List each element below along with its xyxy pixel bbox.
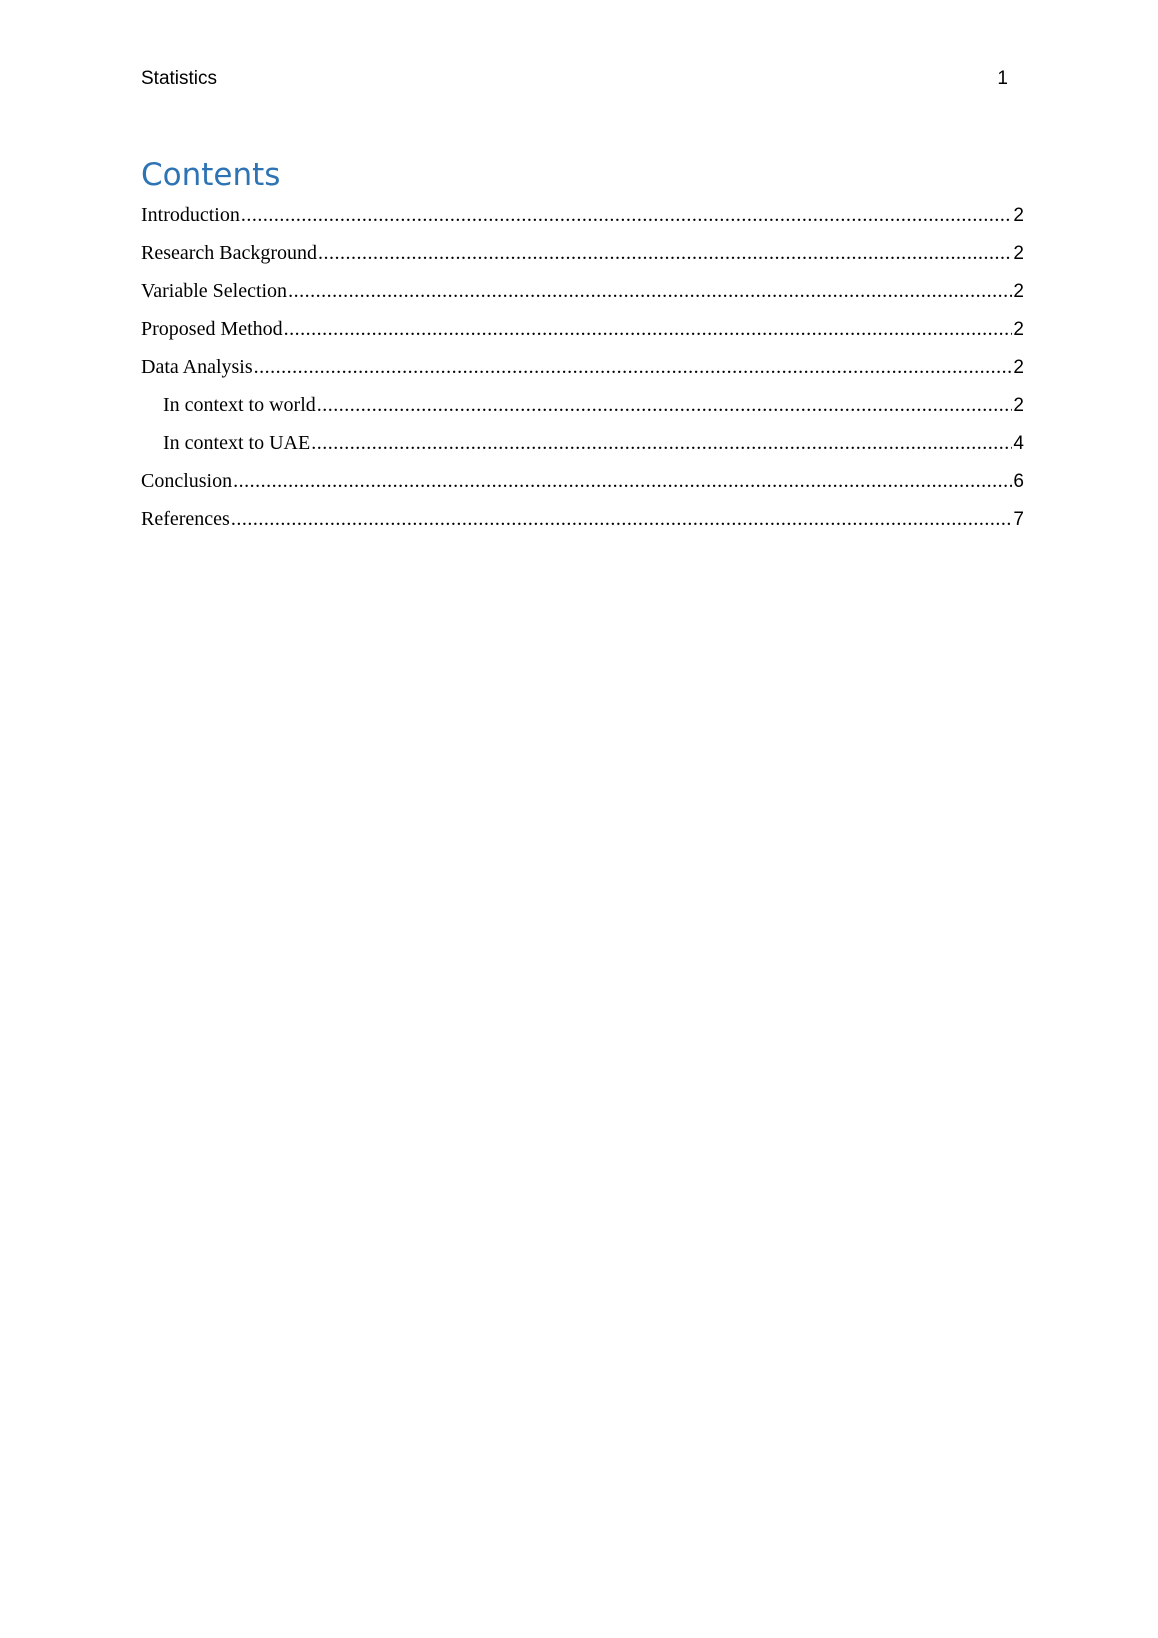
- toc-entry-text: In context to UAE: [163, 432, 311, 454]
- toc-entry-page: 2: [1013, 357, 1024, 378]
- toc-entry-proposed-method[interactable]: [141, 318, 1024, 356]
- toc-entry-page: 2: [1013, 319, 1024, 340]
- toc-entry-variable-selection[interactable]: [141, 280, 1024, 318]
- toc-entry-conclusion[interactable]: [141, 470, 1024, 508]
- toc-dot-leader: [288, 280, 1012, 303]
- toc-entry-text: Introduction: [141, 204, 240, 226]
- toc-dot-leader: [254, 356, 1013, 379]
- toc-dot-leader: [317, 394, 1013, 417]
- toc-heading: Contents: [141, 157, 281, 193]
- toc-entry-page: 6: [1013, 471, 1024, 492]
- toc-entry-text: Proposed Method: [141, 318, 283, 340]
- toc-entry-in-context-to-uae[interactable]: [141, 432, 1024, 470]
- toc-entry-text: Conclusion: [141, 470, 233, 492]
- toc-entry-text: References: [141, 508, 230, 530]
- toc-entry-text: Research Background: [141, 242, 318, 264]
- toc-entry-page: 2: [1013, 395, 1024, 416]
- toc-entry-text: In context to world: [163, 394, 316, 416]
- toc-entry-page: 7: [1013, 509, 1024, 530]
- toc-dot-leader: [318, 242, 1012, 265]
- toc-entry-in-context-to-world[interactable]: [141, 394, 1024, 432]
- toc-dot-leader: [311, 432, 1012, 455]
- toc-entry-introduction[interactable]: [141, 204, 1024, 242]
- toc-entry-text: Variable Selection: [141, 280, 288, 302]
- toc-entry-text: Data Analysis: [141, 356, 253, 378]
- toc-dot-leader: [284, 318, 1013, 341]
- toc-entry-references[interactable]: [141, 508, 1024, 546]
- toc-entry-page: 2: [1013, 205, 1024, 226]
- toc-dot-leader: [233, 470, 1012, 493]
- toc-entry-page: 4: [1013, 433, 1024, 454]
- header-title: Statistics: [141, 68, 218, 89]
- toc-entry-page: 2: [1013, 243, 1024, 264]
- toc-dot-leader: [231, 508, 1013, 531]
- toc-entry-page: 2: [1013, 281, 1024, 302]
- toc-entry-data-analysis[interactable]: [141, 356, 1024, 394]
- toc-entry-research-background[interactable]: [141, 242, 1024, 280]
- header-page-number: 1: [997, 68, 1008, 89]
- toc-dot-leader: [241, 204, 1013, 227]
- table-of-contents: [141, 204, 1024, 546]
- page-header: [141, 68, 1008, 94]
